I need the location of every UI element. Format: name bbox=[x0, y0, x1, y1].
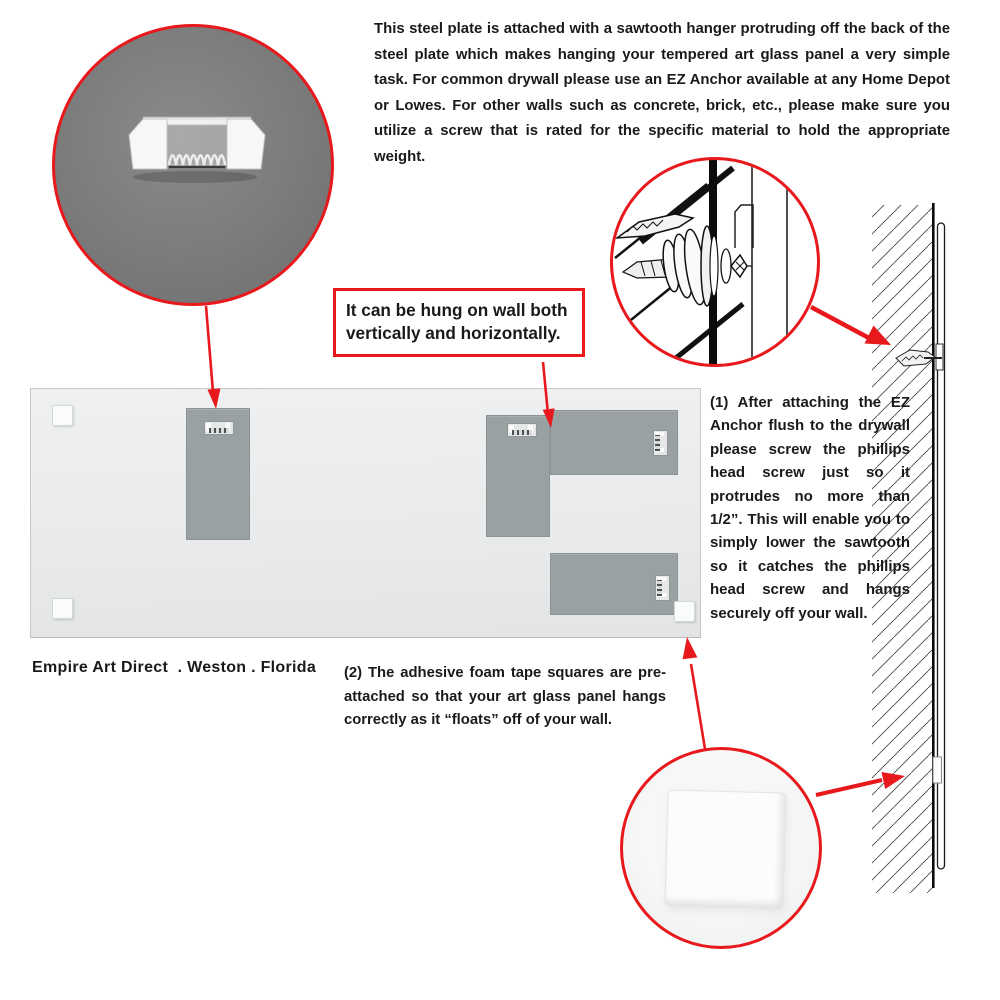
sawtooth-hanger-icon bbox=[653, 430, 668, 456]
ez-anchor-illustration-circle bbox=[610, 157, 820, 367]
sawtooth-hanger-photo-circle bbox=[52, 24, 334, 306]
foam-tape-square-icon bbox=[664, 789, 786, 909]
ez-anchor-drywall-icon bbox=[613, 160, 817, 364]
intro-paragraph: This steel plate is attached with a sawtooth hanger protruding off the back of the steel plate which makes hanging your tempered art glass panel a very simple task. For common drywall please use an EZ Anchor available at any Home Depot or Lowes. For other walls such as concrete, brick, etc., please make sure you utilize a screw that is rated for the specific material to hold the appropriate weight. bbox=[374, 21, 950, 165]
sawtooth-hanger-icon bbox=[655, 575, 670, 601]
wall-line bbox=[932, 203, 935, 888]
sawtooth-hanger-icon bbox=[204, 421, 234, 435]
foam-tape-square bbox=[52, 598, 73, 619]
panel-back-view bbox=[30, 388, 701, 638]
sawtooth-hanger-icon bbox=[55, 27, 331, 303]
brand-line: Empire Art Direct . Weston . Florida bbox=[32, 659, 317, 676]
foam-pad-side-view bbox=[933, 757, 942, 783]
step2-text: (2) The adhesive foam tape squares are pre-attached so that your art glass panel hangs correctly as it “floats” off of your wall. bbox=[344, 665, 666, 728]
foam-tape-square bbox=[674, 601, 695, 622]
foam-tape-photo-circle bbox=[620, 747, 822, 949]
arrow-foam-to-panel bbox=[683, 637, 705, 749]
step1-text: (1) After attaching the EZ Anchor flush to the drywall please screw the phillips head screw just so it protrudes no more than 1/2”. This will enable you to simply lower the sawtooth so it catches the phillips head screw and hangs securely off your wall. bbox=[710, 394, 910, 622]
callout-box: It can be hung on wall both vertically and horizontally. bbox=[333, 288, 585, 357]
sawtooth-hanger-icon bbox=[507, 423, 537, 437]
foam-tape-square bbox=[52, 405, 73, 426]
